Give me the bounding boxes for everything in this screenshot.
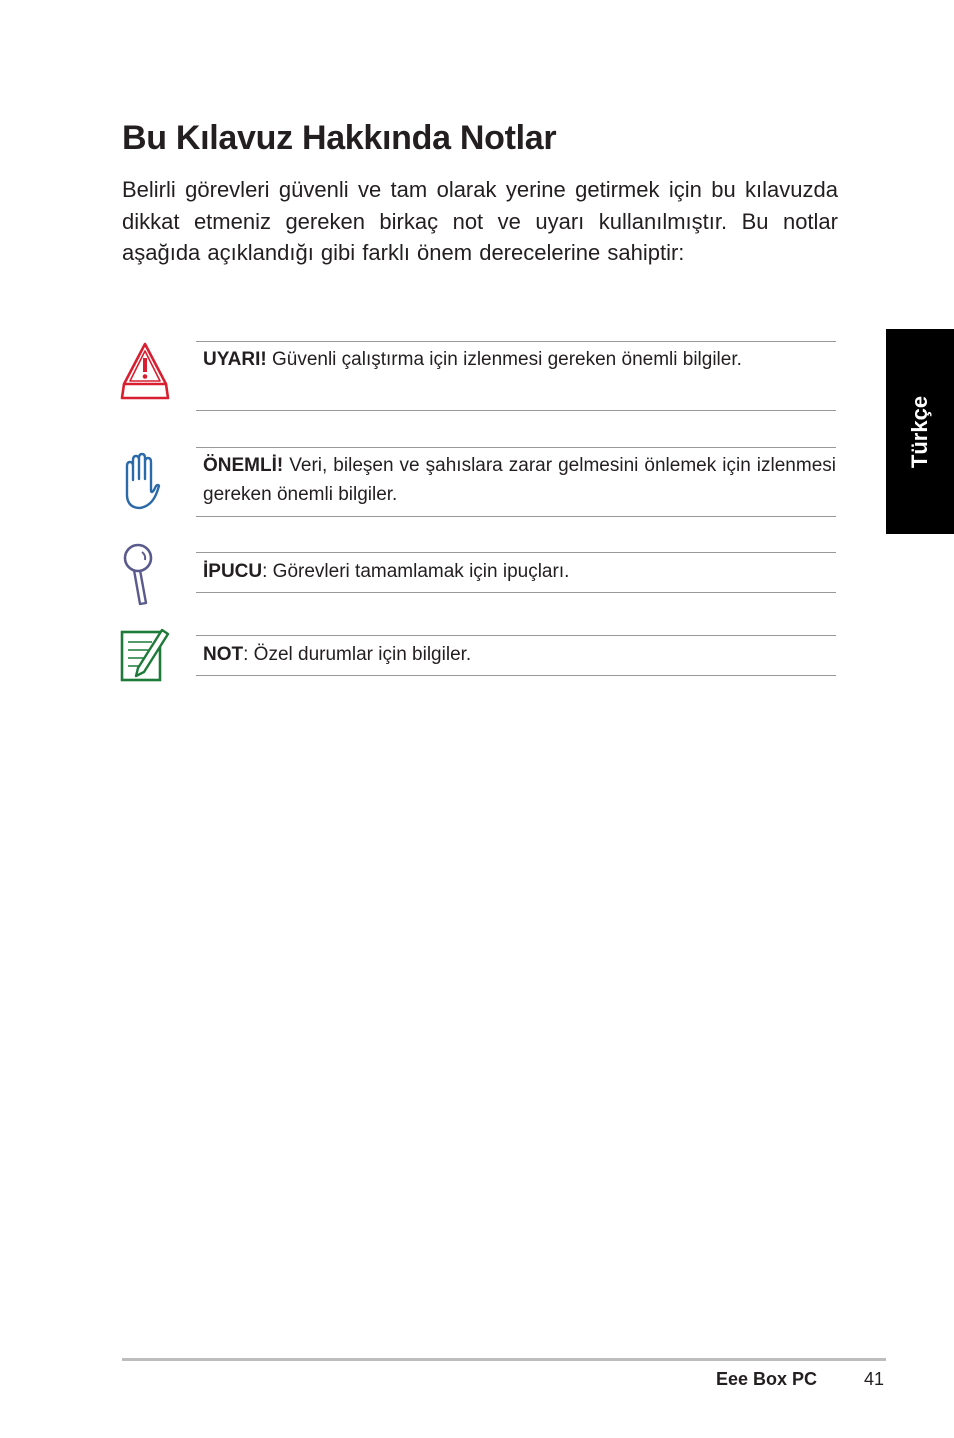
footer-page-number: 41 bbox=[864, 1369, 885, 1389]
important-text: Veri, bileşen ve şahıslara zarar gelmesini önlemek için izlenmesi gereken önemli bilgiler. bbox=[203, 455, 836, 505]
important-label: ÖNEMLİ! bbox=[203, 455, 284, 476]
warning-text: Güvenli çalıştırma için izlenmesi gereken önemli bilgiler. bbox=[266, 349, 742, 370]
note-label: NOT bbox=[203, 644, 244, 665]
language-tab bbox=[886, 329, 954, 534]
note-pencil-icon bbox=[118, 624, 170, 684]
intro-paragraph: Belirli görevleri güvenli ve tam olarak yerine getirmek için bu kılavuzda dikkat etmeniz gereken birkaç not ve uyarı kullanılmıştır. Bu notlar aşağıda açıklandığı gibi farklı önem derecelerine sahiptir: bbox=[122, 177, 838, 265]
note-text: : Özel durumlar için bilgiler. bbox=[243, 644, 472, 665]
note-notice bbox=[196, 635, 836, 676]
footer-product-name: Eee Box PC bbox=[716, 1369, 818, 1389]
warning-notice bbox=[196, 341, 836, 411]
language-tab-label: Türkçe bbox=[907, 395, 932, 468]
tip-label: İPUCU bbox=[203, 561, 263, 582]
tip-notice bbox=[196, 552, 836, 593]
warning-label: UYARI! bbox=[203, 349, 267, 370]
important-notice bbox=[196, 447, 836, 517]
footer-divider bbox=[122, 1358, 886, 1361]
page-title: Bu Kılavuz Hakkında Notlar bbox=[122, 119, 557, 157]
warning-triangle-icon bbox=[118, 340, 172, 402]
raised-hand-icon bbox=[118, 452, 162, 512]
tip-text: : Görevleri tamamlamak için ipuçları. bbox=[262, 561, 570, 582]
magnifier-icon bbox=[118, 542, 158, 608]
